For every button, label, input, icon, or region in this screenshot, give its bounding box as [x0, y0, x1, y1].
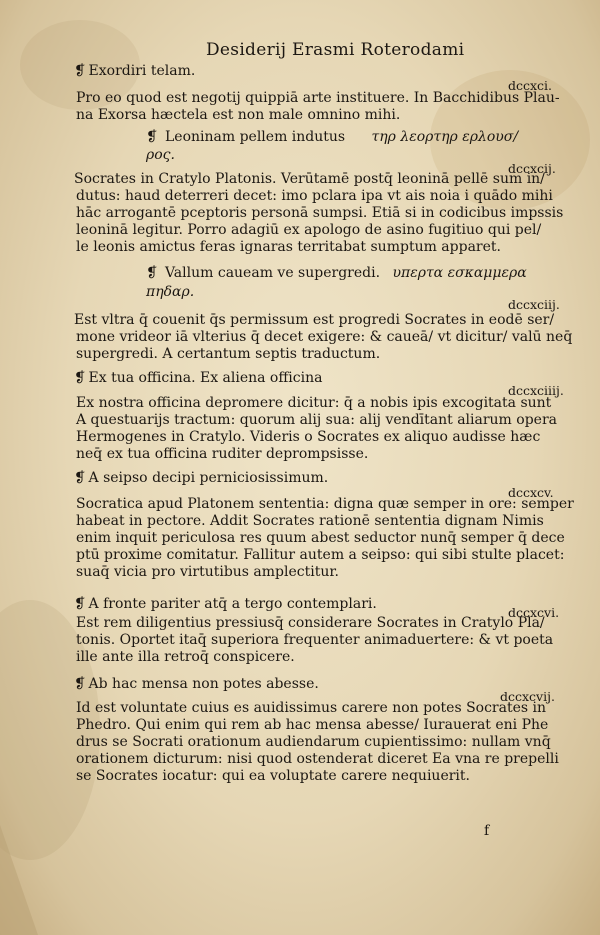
running-header: Desiderij Erasmi Roterodami [206, 40, 465, 60]
text-line: le leonis amictus feras ignaras territabat sumptum apparet. [76, 239, 501, 255]
section-number: dccxciij. [508, 297, 560, 312]
title-greek-continued: ρος. [146, 147, 175, 163]
section-title: ❡ Ab hac mensa non potes abesse. [74, 676, 319, 692]
section-number: dccxcvi. [508, 605, 560, 620]
text-line: drus se Socrati orationum audiendarum cupientissimo: nullam vnq̄ [76, 734, 551, 750]
section-number: dccxcv. [508, 485, 554, 500]
section-title: ❡ A seipso decipi perniciosissimum. [74, 470, 328, 486]
footer-mark: f [484, 823, 490, 839]
section-title: ❡ Exordiri telam. [74, 63, 195, 79]
text-line: Id est voluntate cuius es auidissimus carere non potes Socrates in [76, 700, 547, 716]
section-number: dccxci. [508, 78, 553, 93]
section-number: dccxciiij. [508, 383, 564, 398]
text-line: leoninā legitur. Porro adagiū ex apologo de asino fugitiuo qui pel/ [76, 222, 542, 238]
page-fold-corner [0, 825, 38, 935]
section-title [146, 129, 518, 145]
text-line: ptū proxime comitatur. Fallitur autem a seipso: qui sibi stulte placet: [76, 547, 565, 563]
text-line: tonis. Oportet itaq̄ superiora frequenter animaduertere: & vt poeta [76, 632, 554, 648]
section-number: dccxcvij. [500, 689, 555, 704]
text-line: supergredi. A certantum septis traductum. [76, 346, 381, 362]
text-line: habeat in pectore. Addit Socrates rationē sententia dignam Nimis [76, 513, 544, 529]
section-title: ❡ A fronte pariter atq̄ a tergo contemplari. [74, 596, 377, 612]
text-line: Hermogenes in Cratylo. Videris o Socrates ex aliquo audisse hæc [76, 429, 541, 445]
text-line: Est vltra q̄ couenit q̄s permissum est progredi Socrates in eodē ser/ [74, 312, 555, 328]
title-greek: υπερτα εσκαμμερα [392, 265, 527, 281]
text-line: dutus: haud deterreri decet: imo pclara ipa vt ais noia i quādo mihi [76, 188, 553, 204]
text-line: neq̄ ex tua officina ruditer deprompsisse. [76, 446, 369, 462]
text-line: enim inquit periculosa res quum abest seductor nunq̄ semper q̄ dece [76, 530, 565, 546]
text-line: na Exorsa hæctela est non male omnino mihi. [76, 107, 401, 123]
section-title [146, 265, 527, 281]
text-line: Ex nostra officina depromere dicitur: q̄ a nobis ipis excogitata sunt [76, 395, 552, 411]
text-line: Pro eo quod est negotij quippiā arte instituere. In Bacchidibus Plau- [76, 90, 560, 106]
text-line: hāc arrogantē pceptoris personā sumpsi. Etiā si in codicibus impssis [76, 205, 564, 221]
text-line: Phedro. Qui enim qui rem ab hac mensa abesse/ Iurauerat eni Phe [76, 717, 549, 733]
text-line: se Socrates iocatur: qui ea voluptate carere nequiuerit. [76, 768, 470, 784]
text-line: Socrates in Cratylo Platonis. Verūtamē postq̄ leoninā pellē sum in/ [74, 171, 545, 187]
text-line: Socratica apud Platonem sententia: digna quæ semper in ore: semper [76, 496, 574, 512]
title-latin: Vallum caueam ve supergredi. [164, 265, 381, 281]
text-line: mone vrideor iā vlterius q̄ decet exigere: & caueā/ vt dicitur/ valū neq̄ [76, 329, 573, 345]
section-number: dccxcij. [508, 161, 556, 176]
section-title: ❡ Ex tua officina. Ex aliena officina [74, 370, 322, 386]
text-line: A questuarijs tractum: quorum alij sua: alij vendītant aliarum opera [76, 412, 557, 428]
title-greek-continued: πηδαρ. [146, 284, 195, 300]
text-line: orationem dicturum: nisi quod ostenderat diceret Ea vna re prepelli [76, 751, 559, 767]
title-latin: Leoninam pellem indutus [164, 129, 346, 145]
text-line: Est rem diligentius pressiusq̄ considerare Socrates in Cratylo Pla/ [76, 615, 545, 631]
text-line: ille ante illa retroq̄ conspicere. [76, 649, 295, 665]
text-line: suaq̄ vicia pro virtutibus amplectitur. [76, 564, 339, 580]
title-greek: τηρ λεορτηρ ερλουσ/ [371, 129, 519, 145]
